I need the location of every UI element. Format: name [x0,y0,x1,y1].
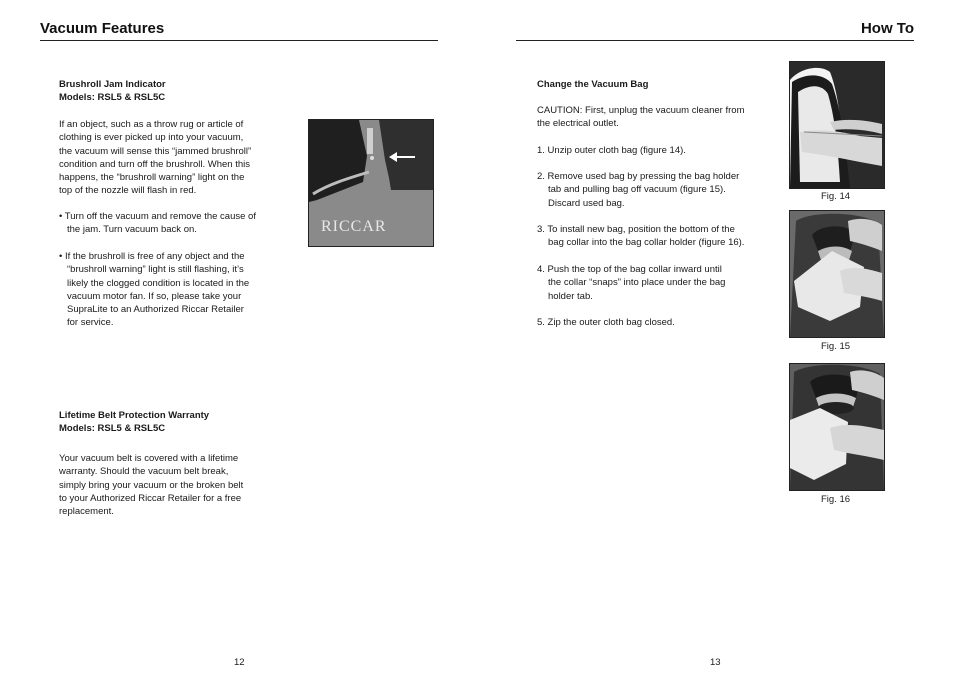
step-1: 1. Unzip outer cloth bag (figure 14). [537,145,686,156]
jam-bullet-1: • Turn off the vacuum and remove the cause of the jam. Turn vacuum back on. [59,211,256,236]
jam-indicator-title: Brushroll Jam Indicator Models: RSL5 & RSL5C [59,79,166,103]
left-page-header: Vacuum Features [40,20,165,37]
right-header-rule [516,40,914,41]
left-header-rule [40,40,438,41]
right-page-header: How To [860,20,914,37]
step-2: 2. Remove used bag by pressing the bag holder tab and pulling bag off vacuum (figure 15). Discard used bag. [537,171,740,209]
change-bag-title: Change the Vacuum Bag [537,79,649,90]
figure-14-caption: Fig. 14 [821,191,851,202]
figure-15-caption: Fig. 15 [821,341,851,352]
figure-15-photo [789,210,885,338]
left-page-number: 12 [234,657,245,668]
riccar-logo: RICCAR [321,218,387,235]
step-4: 4. Push the top of the bag collar inward until the collar “snaps” into place under the bag holder tab. [537,264,726,302]
figure-16-caption: Fig. 16 [821,494,851,505]
figure-14-photo [789,61,885,189]
jam-intro-paragraph: If an object, such as a throw rug or article of clothing is ever picked up into your vacuum, the vacuum will sense this “jammed brushroll” condition and turn off the brushroll. When this happens, the “brushroll warning” light on the top of the nozzle will flash in red. [59,119,252,197]
jam-bullet-2: • If the brushroll is free of any object and the “brushroll warning” light is still flashing, it’s likely the clogged condition is located in the vacuum motor fan. If so, please take your SupraLite to an Authorized Riccar Retailer for service. [59,251,250,329]
figure-16-photo [789,363,885,491]
nozzle-photo [308,119,434,247]
step-5: 5. Zip the outer cloth bag closed. [537,317,675,328]
belt-warranty-title: Lifetime Belt Protection Warranty Models: RSL5 & RSL5C [59,410,210,434]
caution-paragraph: CAUTION: First, unplug the vacuum cleaner from the electrical outlet. [537,105,745,130]
belt-warranty-paragraph: Your vacuum belt is covered with a lifetime warranty. Should the vacuum belt break, simply bring your vacuum or the broken belt to your Authorized Riccar Retailer for a free replacement. [59,453,244,518]
right-page-number: 13 [710,657,721,668]
step-3: 3. To install new bag, position the bottom of the bag collar into the bag collar holder (figure 16). [537,224,745,249]
